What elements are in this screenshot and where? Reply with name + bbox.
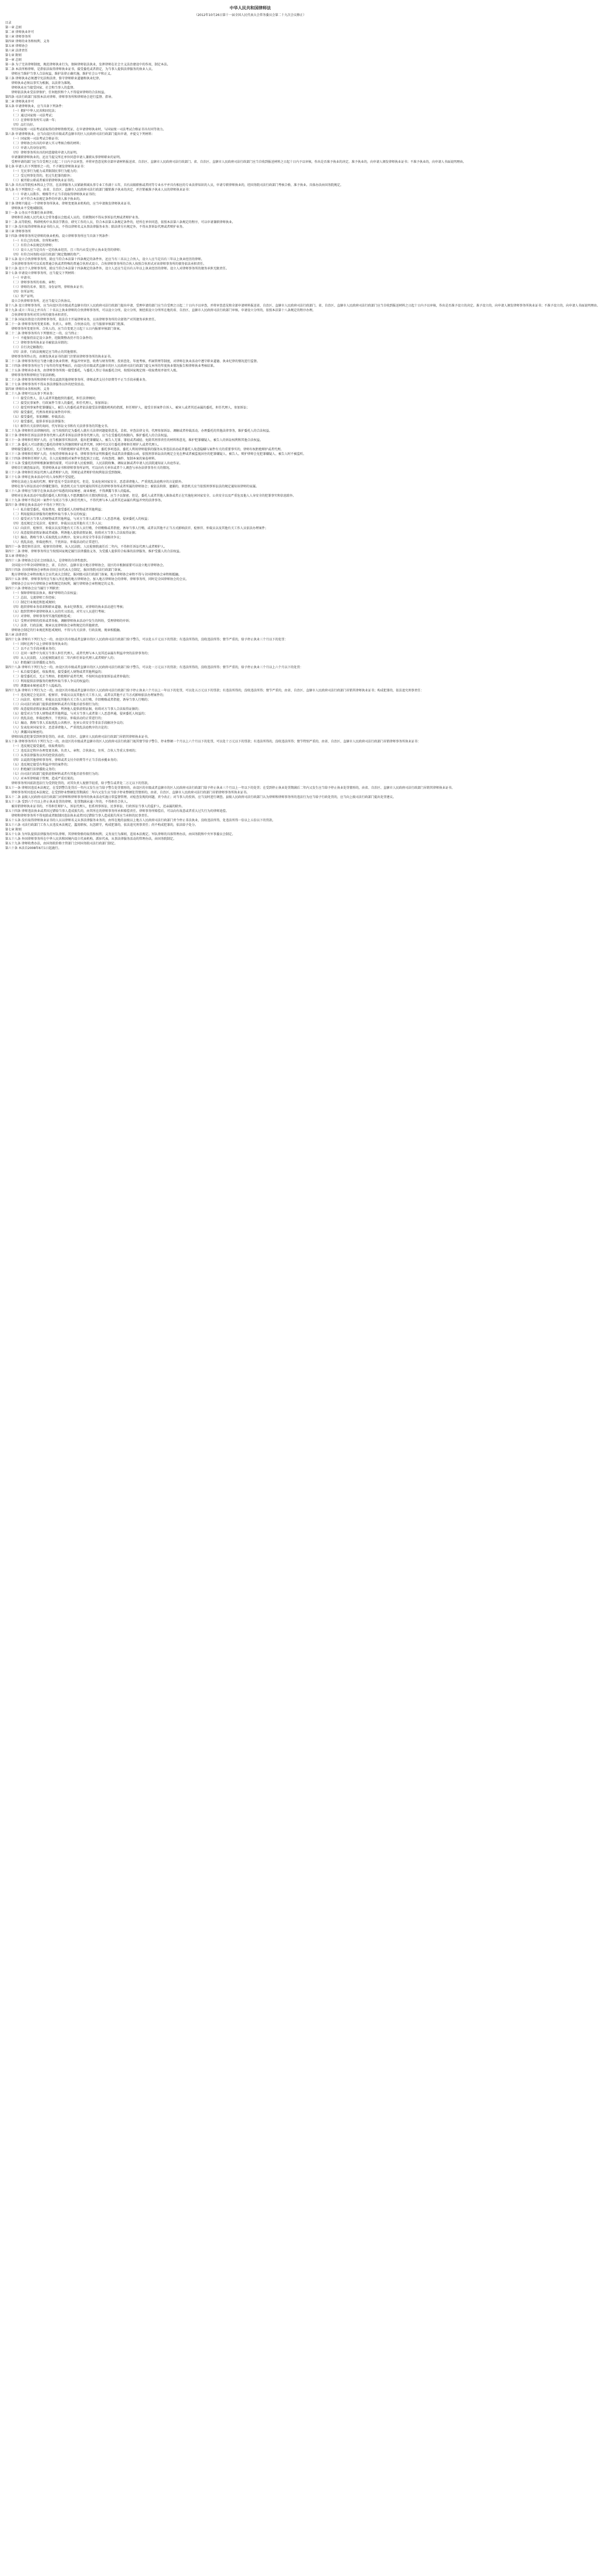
- text-line: 第一条 为了完善律师制度，规范律师执业行为，保障律师依法执业，发挥律师在社会主义法治建设中的作用，制定本法。: [5, 63, 170, 66]
- text-line: 第六章 法律责任: [5, 633, 28, 637]
- text-line: （七）煽动、教唆当事人采取扰乱公共秩序、危害公共安全等非法手段解决争议的；: [11, 721, 126, 725]
- text-line: 第四章 律师的业务和权利、义务: [5, 387, 49, 391]
- text-line: 第二十三条 律师事务所应当建立健全执业管理、利益冲突审查、收费与财务管理、投诉查处、年度考核、档案管理等制度，对律师在执业活动中遵守职业道德、执业纪律的情况进行监督。: [5, 360, 260, 363]
- text-line: 第五十一条 律师因违反本法规定，在受到警告处罚后一年内又发生应当给予警告处罚情形的，由设区的市级或者直辖市的区人民政府司法行政部门给予停止执业三个月以上一年以下的处罚；在受到停止执业处罚期满后二年内又发生应当给予停止执业处罚情形的，由省、自治区、直辖市人民政府司法行政部门吊销其律师执业证书。: [5, 786, 455, 790]
- text-line: 第三十条 律师担任诉讼法律事务代理人或者非诉讼法律事务代理人的，应当在受委托的权限内，维护委托人的合法权益。: [5, 434, 170, 437]
- text-line: 第八条 具有高等院校本科以上学历，在法律服务人员紧缺领域从事专业工作满十五年，具有高级职称或者同等专业水平并具有相应的专业法律知识的人员，申请专职律师执业的，经国务院司法行政部门考核合格，准予执业。具体办法由国务院规定。: [5, 183, 343, 187]
- text-line: （四）违反规定会见法官、检察官、仲裁员以及其他有关工作人员；: [11, 522, 105, 526]
- text-line: 第三章 律师事务所: [5, 35, 31, 39]
- text-line: （一）违反规定接受委托、收取费用的；: [11, 744, 68, 748]
- text-line: 第五十三条 受到六个月以上停止执业处罚的律师，处罚期满未逾三年的，不得担任合伙人。: [5, 800, 130, 804]
- text-line: 第三十三条 律师担任辩护人的，有权持律师执业证书、律师事务所证明和委托书或者法律援助公函，依照刑事诉讼法的规定会见在押或者被监视居住的犯罪嫌疑人、被告人。辩护律师会见犯罪嫌疑人、被告人时不被监听。: [5, 452, 306, 456]
- text-line: （四）住所证明；: [11, 290, 37, 294]
- text-line: 律师依法执业受法律保护，任何组织和个人不得侵害律师的合法权益。: [11, 91, 108, 94]
- text-line: （一）国家统一司法考试合格证书；: [11, 137, 61, 141]
- text-line: （三）向司法行政部门提供虚假材料或者有其他弄虚作假行为的；: [11, 703, 102, 706]
- text-line: 第五十四条 律师违法执业或者因过错给当事人造成损失的，由其所在的律师事务所承担赔偿责任。律师事务所赔偿后，可以向有故意或者重大过失行为的律师追偿。: [5, 809, 229, 813]
- text-line: 第四十八条 律师有下列行为之一的，由设区的市级或者直辖市的区人民政府司法行政部门给予警告，可以处一万元以下的罚款；有违法所得的，没收违法所得；情节严重的，给予停止执业三个月以上六个月以下的处罚：: [5, 666, 303, 669]
- text-line: （二）接受民事案件、行政案件当事人的委托，担任代理人，参加诉讼；: [11, 401, 111, 405]
- text-line: 第十条 律师只能在一个律师事务所执业。律师变更执业机构的，应当申请换发律师执业证书。: [5, 202, 133, 206]
- text-line: 目录: [5, 21, 12, 25]
- text-line: （九）泄露国家秘密的。: [11, 731, 46, 734]
- text-line: （三）被开除公职或者被吊销律师执业证书的。: [11, 179, 77, 182]
- text-line: （三）接受刑事案件犯罪嫌疑人、被告人的委托或者依法接受法律援助机构的指派，担任辩护人，接受自诉案件自诉人、被害人或者其近亲属的委托，担任代理人，参加诉讼；: [11, 406, 250, 410]
- text-line: 第五十七条 为军队提供法律服务的军队律师，其律师资格的取得和权利、义务及行为准则，适用本法规定。军队律师的具体管理办法，由国务院和中央军事委员会制定。: [5, 833, 235, 836]
- text-line: 第五章 律师协会: [5, 554, 28, 558]
- text-line: 第一章 总则: [5, 26, 22, 29]
- text-line: 第四十九条 律师有下列行为之一的，由设区的市级或者直辖市的区人民政府司法行政部门给予停止执业六个月以上一年以下的处罚，可以处五万元以下的罚款；有违法所得的，没收违法所得；情节严重的，由省、自治区、直辖市人民政府司法行政部门吊销其律师执业证书；构成犯罪的，依法追究刑事责任：: [5, 689, 424, 692]
- text-line: （二）对不符合本法规定条件的申请人准予执业的。: [11, 197, 83, 201]
- text-line: 第三条 律师执业必须遵守宪法和法律，恪守律师职业道德和执业纪律。: [5, 77, 102, 80]
- text-line: （四）组织律师业务培训和职业道德、执业纪律教育，对律师的执业活动进行考核；: [11, 605, 126, 609]
- text-line: 律师和律师事务所不得免除或者限制因违法执业或者因过错给当事人造成损失所应当承担的民事责任。: [11, 814, 151, 818]
- text-line: 第三十六条 律师担任诉讼代理人或者辩护人的，其辩论或者辩护的权利依法受到保障。: [5, 471, 124, 474]
- text-line: 第三十一条 律师担任辩护人的，应当根据事实和法律，提出犯罪嫌疑人、被告人无罪、罪轻或者减轻、免除其刑事责任的材料和意见，维护犯罪嫌疑人、被告人的诉讼权利和其他合法权益。: [5, 438, 263, 442]
- text-line: （三）从事法律服务以外的经营活动的；: [11, 754, 68, 757]
- text-line: 第三十八条 律师应当保守在执业活动中知悉的国家秘密、商业秘密，不得泄露当事人的隐私。: [5, 489, 133, 493]
- text-line: （八）法律、行政法规、规章以及律师协会章程规定的其他职责。: [11, 624, 102, 628]
- text-line: （四）有符合国务院司法行政部门规定数额的资产。: [11, 253, 83, 257]
- text-line: 第五十五条 没有取得律师执业证书的人员以律师名义从事法律服务业务的，由所在地的县级以上地方人民政府司法行政部门责令停止非法执业，没收违法所得，处违法所得一倍以上五倍以下的罚款。: [5, 819, 275, 822]
- text-line: （三）在律师事务所实习满一年；: [11, 118, 58, 122]
- text-line: （八）对本所律师疏于管理，造成严重后果的。: [11, 777, 77, 781]
- text-line: 第二十六条 律师事务所和律师不得以诋毁其他律师事务所、律师或者支付介绍费等不正当手段承揽业务。: [5, 378, 148, 382]
- text-line: 第二章 律师执业许可: [5, 100, 34, 104]
- text-line: 第二条 本法所称律师，是指依法取得律师执业证书，接受委托或者指定，为当事人提供法律服务的执业人员。: [5, 67, 155, 71]
- text-line: （二）总结、交流律师工作经验；: [11, 596, 58, 600]
- text-line: 律师事务所因前款违法行为受到处罚的，对其负责人视情节轻重，给予警告或者处二万元以下的罚款。: [11, 782, 151, 785]
- text-line: （六）接受委托，提供非诉讼法律服务；: [11, 420, 68, 423]
- text-line: 第二十七条 律师事务所不得从事法律服务以外的经营活动。: [5, 383, 87, 386]
- text-line: （七）受理对律师的投诉或者举报，调解律师执业活动中发生的纠纷，受理律师的申诉；: [11, 619, 132, 623]
- text-line: 律师协会制定的行业规范和惩戒规则，不得与有关法律、行政法规、规章相抵触。: [11, 629, 123, 632]
- text-line: （四）以诋毁其他律师事务所、律师或者支付介绍费等不正当手段承揽业务的；: [11, 758, 120, 762]
- text-line: 律师自行调查取证的，凭律师执业证书和律师事务所证明，可以向有关单位或者个人调查与承办法律事务有关的情况。: [11, 466, 173, 470]
- text-line: 律师在参与诉讼活动中涉嫌犯罪的，侦查机关应当及时通知其所在的律师事务所或者所属的律师协会；被依法拘留、逮捕的，侦查机关应当依照刑事诉讼法的规定通知该律师的家属。: [11, 485, 259, 488]
- text-line: （二）以不正当手段承揽业务的；: [11, 647, 58, 651]
- text-line: （一）接受自然人、法人或者其他组织的委托，担任法律顾问；: [11, 397, 98, 400]
- text-line: （二）有符合本法规定的律师；: [11, 244, 55, 247]
- text-line: （二）违反法定程序办理变更名称、负责人、章程、合伙协议、住所、合伙人等重大事项的；: [11, 749, 139, 753]
- text-line: 律师事务所变更住所、合伙人的，应当自变更之日起十五日内报原审核部门备案。: [11, 327, 123, 331]
- text-line: 第十九条 成立三年以上并具有二十名以上执业律师的合伙律师事务所，可以设立分所。设立分所，须经拟设立分所所在地的省、自治区、直辖市人民政府司法行政部门审核。申请设立分所的，依照本法第十八条规定的程序办理。: [5, 309, 315, 312]
- text-line: 第三十二条 委托人可以拒绝已委托的律师为其继续辩护或者代理，同时可以另行委托律师担任辩护人或者代理人。: [5, 443, 161, 447]
- text-line: （二）律师事务所的名称、章程；: [11, 281, 58, 284]
- text-line: （一）违反规定会见法官、检察官、仲裁员以及其他有关工作人员，或者以其他不正当方式影响依法办理案件的；: [11, 693, 166, 697]
- text-line: 实行国家统一司法考试前取得的律师资格凭证，在申请律师执业时，与国家统一司法考试合格证书具有同等效力。: [11, 128, 166, 131]
- text-line: （八）发表危害国家安全、恶意诽谤他人、严重扰乱法庭秩序的言论的；: [11, 726, 111, 730]
- text-line: 全国设立中华全国律师协会，省、自治区、直辖市设立地方律师协会，设区的市根据需要可以设立地方律师协会。: [11, 564, 166, 567]
- text-line: （二）向法官、检察官、仲裁员以及其他有关工作人员行贿，介绍贿赂或者指使、诱导当事人行贿的；: [11, 698, 151, 702]
- text-line: （三）律师的名单、简历、身份证明、律师执业证书；: [11, 285, 86, 289]
- text-line: （五）组织管理申请律师执业人员的实习活动，对实习人员进行考核；: [11, 610, 108, 614]
- text-line: 律师应当维护当事人合法权益，维护法律正确实施，维护社会公平和正义。: [11, 72, 114, 76]
- text-line: 第四十七条 律师有下列行为之一的，由设区的市级或者直辖市的区人民政府司法行政部门给予警告，可以处五千元以下的罚款；有违法所得的，没收违法所得；情节严重的，给予停止执业三个月以下的处罚：: [5, 638, 288, 641]
- text-line: （三）申请人的身份证明；: [11, 146, 49, 150]
- text-line: 合伙律师事务所对其分所的债务承担责任。: [11, 313, 71, 317]
- text-line: 第四十五条 律师、律师事务所应当加入所在地的地方律师协会。加入地方律师协会的律师、律师事务所，同时是全国律师协会的会员。: [5, 578, 189, 581]
- text-line: （一）申请人以欺诈、贿赂等不正当手段取得律师执业证书的；: [11, 193, 98, 196]
- text-line: （五）违反规定接受有利益冲突的案件的；: [11, 763, 71, 767]
- text-line: （一）申请书；: [11, 276, 34, 280]
- text-line: 第十五条 设立合伙律师事务所，除应当符合本法第十四条规定的条件外，还应当有三名以上合伙人，设立人应当是具有三年以上执业经历的律师。: [5, 258, 204, 261]
- document-body: [5, 21, 600, 851]
- text-line: （八）扰乱法庭、仲裁庭秩序，干扰诉讼、仲裁活动的正常进行。: [11, 540, 102, 544]
- text-line: 第四章 律师的业务和权利、义务: [5, 40, 49, 43]
- text-line: 第二十五条 律师承办业务，由律师事务所统一接受委托，与委托人签订书面委托合同，按照国家规定统一收取费用并如实入账。: [5, 369, 179, 372]
- text-line: （三）接受对方当事人的财物或者其他利益，与对方当事人或者第三人恶意串通，侵害委托人的权益；: [11, 517, 151, 521]
- text-line: 律师事务所因违反本法规定，在受到停业整顿处罚期满后二年内又发生应当给予停业整顿处罚情形的，由省、自治区、直辖市人民政府司法行政部门吊销律师事务所执业证书。: [11, 791, 250, 794]
- text-line: 第六条 申请律师执业，应当向设区的市级或者直辖市的区人民政府司法行政部门提出申请，并提交下列材料：: [5, 132, 155, 136]
- text-line: 律师接受委托后，无正当理由的，不得拒绝辩护或者代理。但是，委托事项违法、委托人利用律师提供的服务从事违法活动或者委托人故意隐瞒与案件有关的重要事实的，律师有权拒绝辩护或者代理。: [11, 448, 284, 451]
- text-line: 第四十条 律师在执业活动中不得有下列行为：: [5, 503, 68, 507]
- text-line: 第七章 附则: [5, 828, 22, 832]
- text-line: 第四十二条 律师、律师事务所应当按照国家规定履行法律援助义务，为受援人提供符合标准的法律服务，维护受援人的合法权益。: [5, 550, 182, 553]
- text-line: 第二十四条 律师事务所应当于每年的年度考核后，向设区的市级或者直辖市的区人民政府司法行政部门提交本所的年度执业情况报告和律师执业考核结果。: [5, 364, 216, 368]
- text-line: （四）从人民法院、人民检察院离任后二年内担任诉讼代理人或者辩护人的；: [11, 656, 117, 660]
- text-line: 第三十五条 受委托的律师根据案情的需要，可以申请人民检察院、人民法院收集、调取证据或者申请人民法院通知证人出庭作证。: [5, 462, 182, 465]
- text-line: 第五十条 律师事务所有下列行为之一的，由设区的市级或者直辖市的区人民政府司法行政部门视其情节给予警告、停业整顿一个月以上六个月以下的处罚，可以处十万元以下的罚款；有违法所得的，没收违法所得；情节特别严重的，由省、自治区、直辖市人民政府司法行政部门吊销律师事务所执业证书：: [5, 740, 421, 743]
- text-line: （三）利用提供法律服务的便利牟取当事人争议的权益的；: [11, 680, 92, 683]
- text-line: 第二十一条 律师事务所变更名称、负责人、章程、合伙协议的，应当报原审核部门批准。: [5, 323, 127, 326]
- text-line: 第二章 律师执业许可: [5, 30, 34, 34]
- text-line: 第四十四条 全国律师协会章程由全国会员代表大会制定，报国务院司法行政部门备案。: [5, 568, 124, 572]
- text-line: （二）律师事务所执业证书被依法吊销的；: [11, 341, 71, 345]
- text-line: 第九条 有下列情形之一的，由省、自治区、直辖市人民政府司法行政部门撤销准予执业的决定，并注销被准予执业人员的律师执业证书：: [5, 188, 192, 192]
- text-line: 第二十二条 律师事务所有下列情形之一的，应当终止：: [5, 332, 80, 335]
- text-line: 第五条 申请律师执业，应当具备下列条件：: [5, 105, 65, 108]
- text-line: （六）拒绝履行法律援助义务的；: [11, 768, 58, 771]
- text-line: （四）泄露商业秘密或者个人隐私的。: [11, 684, 64, 688]
- text-line: （五）资产证明。: [11, 295, 37, 298]
- text-line: 第五十二条 县级人民政府司法行政部门对律师和律师事务所的执业活动实施日常监督管理，对检查发现的问题，责令改正；对当事人的投诉，应当及时进行调查。县级人民政府司法行政部门认为律师和律师事务所的违法行为应当给予行政处罚的，应当向上级司法行政部门提出处罚建议。: [5, 795, 396, 799]
- text-line: 律师执业不受地域限制。: [11, 207, 46, 210]
- text-line: 第七章 附则: [5, 54, 22, 57]
- text-line: （四）法律、行政法规规定应当终止的其他情形。: [11, 350, 80, 354]
- text-line: （三）自行决定解散的；: [11, 346, 46, 349]
- text-line: （五）接受委托，参加调解、仲裁活动；: [11, 415, 68, 419]
- text-line: （六）扰乱法庭、仲裁庭秩序，干扰诉讼、仲裁活动的正常进行的；: [11, 717, 105, 720]
- text-line: （三）在同一案件中为双方当事人担任代理人，或者代理与本人及其近亲属有利益冲突的法律事务的；: [11, 652, 151, 655]
- text-line: （三）制定行业规范和惩戒规则；: [11, 601, 58, 604]
- text-line: （一）保障律师依法执业，维护律师的合法权益；: [11, 591, 80, 595]
- text-line: 申请兼职律师执业的，还应当提交所在单位同意申请人兼职从事律师职业的证明。: [11, 156, 123, 159]
- text-line: （七）煽动、教唆当事人采取扰乱公共秩序、危害公共安全等非法手段解决争议；: [11, 536, 123, 539]
- text-line: 第四十一条 曾经担任法官、检察官的律师，从人民法院、人民检察院离任后二年内，不得担任诉讼代理人或者辩护人。: [5, 545, 167, 549]
- text-line: 地方律师协会章程由地方会员代表大会制定，报同级司法行政部门备案。地方律师协会章程不得与全国律师协会章程相抵触。: [11, 573, 182, 577]
- text-line: 律师执业应当接受国家、社会和当事人的监督。: [11, 86, 77, 90]
- text-line: 第十六条 设立个人律师事务所，除应当符合本法第十四条规定的条件外，设立人还应当是具有五年以上执业经历的律师。设立人对律师事务所的债务承担无限责任。: [5, 267, 229, 270]
- text-line: 第五十九条 律师收费办法，由国务院价格主管部门会同国务院司法行政部门制定。: [5, 842, 118, 845]
- text-line: 律师因故意犯罪受到刑事处罚的，由省、自治区、直辖市人民政府司法行政部门吊销其律师执业证书。: [11, 735, 151, 739]
- text-line: （五）接受对方当事人财物或者其他利益，与对方当事人或者第三人恶意串通，侵害委托人权益的；: [11, 712, 148, 716]
- text-line: （五）向法官、检察官、仲裁员以及其他有关工作人员行贿，介绍贿赂或者指使、诱导当事人行贿，或者以其他不正当方式影响法官、检察官、仲裁员以及其他有关工作人员依法办理案件；: [11, 527, 269, 530]
- text-line: 第四十三条 律师协会是社会团体法人，是律师的自律性组织。: [5, 559, 90, 563]
- text-line: 第二十条 国家出资设立的律师事务所，依法自主开展律师业务，以该律师事务所的全部资产对其债务承担责任。: [5, 318, 158, 321]
- text-line: （二）通过国家统一司法考试；: [11, 114, 55, 117]
- text-line: 被吊销律师执业证书的，不得担任辩护人、诉讼代理人，但系刑事诉讼、民事诉讼、行政诉讼当事人的监护人、近亲属的除外。: [11, 805, 185, 808]
- text-line: 设立合伙律师事务所，还应当提交合伙协议。: [11, 299, 74, 303]
- text-line: （一）私自接受委托、收取费用，接受委托人财物或者其他利益的；: [11, 670, 105, 674]
- text-line: （四）律师事务所出具的同意接收申请人的证明。: [11, 151, 80, 155]
- text-line: 第三十九条 律师不得在同一案件中为双方当事人担任代理人，不得代理与本人或者其近亲属有利益冲突的法律事务。: [5, 499, 164, 502]
- document-title: 中华人民共和国律师法: [229, 6, 271, 10]
- text-line: 第十四条 律师事务所是律师的执业机构。设立律师事务所应当具备下列条件：: [5, 234, 111, 238]
- text-line: 律师执业必须以事实为根据，以法律为准绳。: [11, 81, 74, 85]
- document-subtitle: （2012年10月26日第十一届全国人民代表大会常务委员会第二十九次会议修正）: [194, 13, 306, 17]
- text-line: （四）接受委托，代理各类诉讼案件的申诉；: [11, 411, 74, 414]
- text-line: 合伙律师事务所可以采用普通合伙或者特殊的普通合伙形式设立。合伙律师事务所的合伙人按照合伙形式对该律师事务所的债务依法承担责任。: [11, 262, 207, 266]
- text-line: 受理申请的部门应当自受理之日起二十日内予以审查，并将审查意见和全部申请材料报送省、自治区、直辖市人民政府司法行政部门。省、自治区、直辖市人民政府司法行政部门应当自收到报送材料之日起十日内予以审核，作出是否准予执业的决定。准予执业的，向申请人颁发律师执业证书；不准予执业的，向申请人书面说明理由。: [11, 160, 466, 164]
- text-line: （一）有自己的名称、住所和章程；: [11, 239, 61, 243]
- text-line: （三）设立人应当是具有一定的执业经历，且三年内未受过停止执业处罚的律师；: [11, 248, 123, 252]
- text-line: 律师协会会员享有律师协会章程规定的权利，履行律师协会章程规定的义务。: [11, 582, 117, 586]
- text-line: 律师担任各级人民代表大会常务委员会组成人员的，任职期间不得从事诉讼代理或者辩护业务。: [11, 216, 142, 219]
- text-line: 第二十九条 律师担任法律顾问的，应当按照约定为委托人就有关法律问题提供意见，草拟、审查法律文书，代理参加诉讼、调解或者仲裁活动，办理委托的其他法律事务，维护委托人的合法权益。: [5, 429, 272, 433]
- text-line: （六）对律师、律师事务所实施奖励和惩戒；: [11, 615, 74, 618]
- text-line: 第十二条 高等院校、科研机构中从事法学教育、研究工作的人员，符合本法第五条规定条件的，经所在单位同意，依照本法第六条规定的程序，可以申请兼职律师执业。: [5, 221, 235, 224]
- text-line: 律师对在执业活动中知悉的委托人和其他人不愿泄露的有关情况和信息，应当予以保密。但是，委托人或者其他人准备或者正在实施危害国家安全、公共安全以及严重危及他人人身安全的犯罪事实和信息除外。: [11, 494, 296, 498]
- text-line: （二）律师协会出具的申请人实习考核合格的材料；: [11, 142, 83, 145]
- text-line: （一）拥护中华人民共和国宪法；: [11, 109, 58, 113]
- text-line: （四）品行良好。: [11, 123, 37, 127]
- text-line: （一）私自接受委托、收取费用，接受委托人的财物或者其他利益；: [11, 508, 105, 512]
- text-line: （六）故意提供虚假证据或者威胁、利诱他人提供虚假证据，妨碍对方当事人合法取得证据；: [11, 531, 139, 535]
- text-line: （一）同时在两个以上律师事务所执业的；: [11, 642, 71, 646]
- text-line: （七）向司法行政部门提供虚假材料或者有其他弄虚作假行为的；: [11, 772, 102, 776]
- text-line: 第六十条 本法自2008年6月1日起施行。: [5, 846, 61, 850]
- text-line: 第六章 法律责任: [5, 49, 28, 53]
- text-line: （七）解答有关法律的询问、代写诉讼文书和有关法律事务的其他文书。: [11, 425, 111, 428]
- text-line: 第三十七条 律师在执业活动中的人身权利不受侵犯。: [5, 476, 77, 479]
- text-line: 第四十六条 律师协会应当履行下列职责：: [5, 587, 62, 590]
- text-line: 第五十六条 司法行政部门工作人员违反本法规定，滥用职权、玩忽职守，构成犯罪的，依法追究刑事责任；尚不构成犯罪的，依法给予处分。: [5, 823, 198, 827]
- text-line: 第十七条 申请设立律师事务所，应当提交下列材料：: [5, 272, 77, 275]
- text-line: 第五章 律师协会: [5, 44, 28, 48]
- text-line: 第五十八条 外国律师事务所在中华人民共和国境内设立代表机构、派驻代表，从事法律服务活动的管理办法，由国务院制定。: [5, 837, 176, 841]
- text-line: （五）拒绝履行法律援助义务的。: [11, 661, 58, 665]
- text-line: 律师事务所终止的，由颁发执业证书的部门注销该律师事务所的执业证书。: [11, 355, 114, 359]
- text-line: 第二十八条 律师可以从事下列业务：: [5, 392, 56, 396]
- text-line: （一）无民事行为能力或者限制民事行为能力的；: [11, 170, 80, 173]
- text-line: 第十一条 公务员不得兼任执业律师。: [5, 211, 56, 215]
- text-line: （二）受过刑事处罚的，但过失犯罪的除外；: [11, 174, 74, 178]
- text-line: 第一章 总则: [5, 58, 22, 62]
- text-line: （二）利用提供法律服务的便利牟取当事人争议的权益；: [11, 513, 89, 516]
- text-line: （四）故意提供虚假证据或者威胁、利诱他人提供虚假证据，妨碍对方当事人合法取得证据的；: [11, 707, 142, 711]
- text-line: （一）不能保持法定设立条件，经限期整改仍不符合条件的；: [11, 336, 95, 340]
- text-line: 第十八条 设立律师事务所，应当向设区的市级或者直辖市的区人民政府司法行政部门提出申请，受理申请的部门应当自受理之日起二十日内予以审查，并将审查意见和全部申请材料报送省、自治区、直辖市人民政府司法行政部门。省、自治区、直辖市人民政府司法行政部门应当自收到报送材料之日起十日内予以审核，作出是否准予设立的决定。准予设立的，向申请人颁发律师事务所执业证书；不准予设立的，向申请人书面说明理由。: [5, 304, 600, 308]
- text-line: （二）接受委托后，无正当理由，拒绝辩护或者代理，不按时出庭参加诉讼或者仲裁的；: [11, 675, 132, 679]
- text-line: 第三章 律师事务所: [5, 230, 31, 233]
- text-line: 律师事务所和律师应当依法纳税。: [11, 374, 58, 377]
- text-line: 律师在法庭上发表的代理、辩护意见不受法律追究。但是，发表危害国家安全、恶意诽谤他人、严重扰乱法庭秩序的言论除外。: [11, 480, 185, 484]
- text-line: 第四条 司法行政部门依照本法对律师、律师事务所和律师协会进行监督、指导。: [5, 95, 114, 99]
- text-line: 第三十四条 律师担任辩护人的，自人民检察院对案件审查起诉之日起，有权查阅、摘抄、复制本案的案卷材料。: [5, 457, 158, 461]
- text-line: 第十三条 没有取得律师执业证书的人员，不得以律师名义从事法律服务业务；除法律另有规定外，不得从事诉讼代理或者辩护业务。: [5, 225, 186, 229]
- text-line: 第七条 申请人有下列情形之一的，不予颁发律师执业证书：: [5, 165, 87, 168]
